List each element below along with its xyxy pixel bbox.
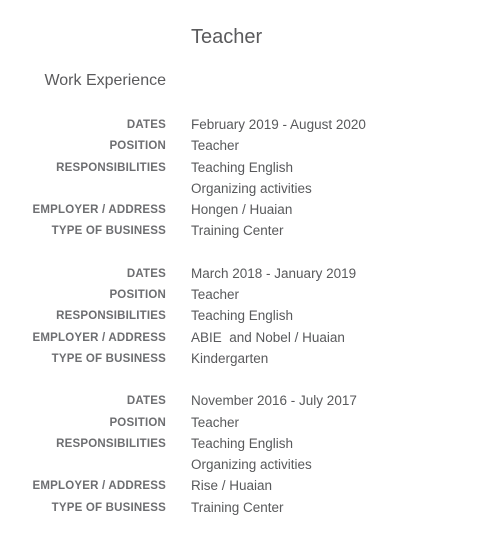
job-field-row [0, 181, 500, 202]
job-field-row [0, 393, 500, 414]
field-value: Training Center [191, 223, 284, 239]
field-label: DATES [126, 395, 166, 408]
field-label: EMPLOYER / ADDRESS [32, 204, 166, 217]
field-label: TYPE OF BUSINESS [51, 352, 166, 365]
field-label: POSITION [109, 289, 166, 302]
job-field-row [0, 287, 500, 308]
job-field-row [0, 500, 500, 521]
field-value: ABIE and Nobel / Huaian [191, 329, 345, 345]
field-value: November 2016 - July 2017 [191, 393, 357, 409]
field-value: Teaching English [191, 435, 294, 451]
section-heading-work-experience: Work Experience [44, 72, 166, 89]
field-value: Teaching English [191, 308, 294, 324]
job-field-row [0, 138, 500, 159]
job-field-row [0, 415, 500, 436]
work-experience-list [0, 117, 500, 542]
job-field-row [0, 436, 500, 457]
job-entry [0, 393, 500, 521]
field-value: Teacher [191, 414, 240, 430]
field-value: March 2018 - January 2019 [191, 265, 357, 281]
field-value: Teacher [191, 287, 240, 303]
job-field-row [0, 117, 500, 138]
job-field-row [0, 202, 500, 223]
job-field-row [0, 457, 500, 478]
field-label: POSITION [109, 416, 166, 429]
field-label: RESPONSIBILITIES [56, 161, 166, 174]
field-value: February 2019 - August 2020 [191, 117, 366, 132]
field-label: RESPONSIBILITIES [56, 310, 166, 323]
job-field-row [0, 478, 500, 499]
document-title: Teacher [191, 26, 263, 48]
job-field-row [0, 266, 500, 287]
field-label: RESPONSIBILITIES [56, 437, 166, 450]
field-label: EMPLOYER / ADDRESS [32, 480, 166, 493]
job-field-row [0, 160, 500, 181]
field-value: Organizing activities [191, 180, 312, 196]
job-field-row [0, 330, 500, 351]
field-label: TYPE OF BUSINESS [51, 501, 166, 514]
field-label: EMPLOYER / ADDRESS [32, 331, 166, 344]
job-field-row [0, 308, 500, 329]
field-value: Training Center [191, 499, 284, 515]
job-entry [0, 117, 500, 245]
field-label: DATES [126, 119, 166, 131]
field-value: Teaching English [191, 159, 294, 175]
field-label: DATES [126, 267, 166, 280]
field-value: Hongen / Huaian [191, 202, 293, 218]
job-field-row [0, 351, 500, 372]
job-entry [0, 266, 500, 372]
field-value: Rise / Huaian [191, 478, 273, 494]
field-value: Organizing activities [191, 457, 312, 473]
job-field-row [0, 223, 500, 244]
field-value: Kindergarten [191, 350, 269, 366]
field-label: TYPE OF BUSINESS [51, 225, 166, 238]
field-label: POSITION [109, 140, 166, 153]
field-value: Teacher [191, 138, 240, 154]
